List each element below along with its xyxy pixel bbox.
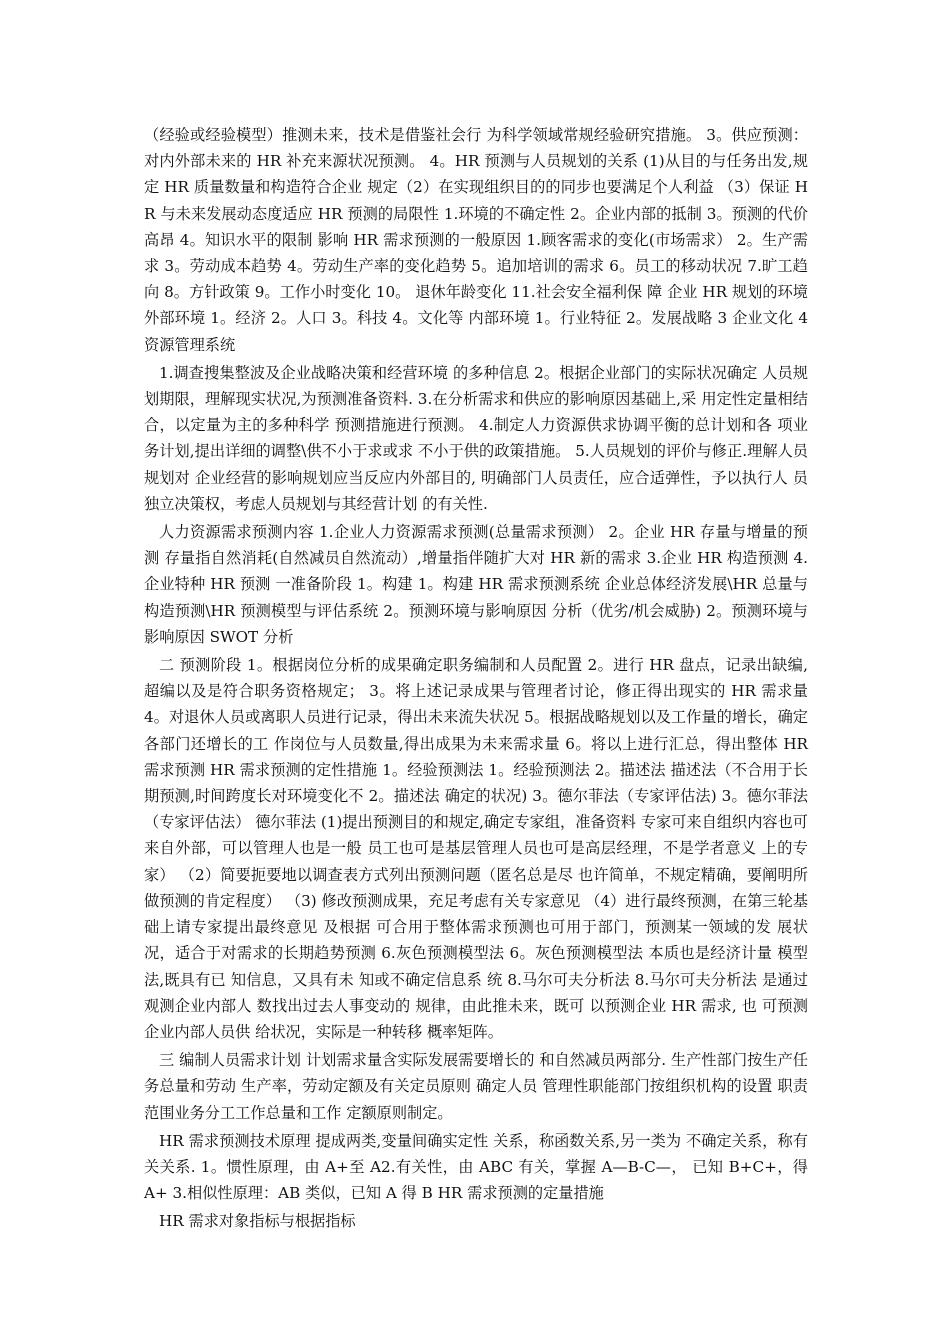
paragraph-forecast-overview: （经验或经验模型）推测未来，技术是借鉴社会行 为科学领域常规经验研究措施。 3。供应预测：对内外部未来的 HR 补充来源状况预测。 4。HR 预测与人员规划的关系 (1)从目的与任务出发,规定 HR 质量数量和构造符合企业 规定（2）在实现组织目的的同步也要满足个人利益 （3）保证 HR 与未来发展动态度适应 HR 预测的局限性 1.环境的不确定性 2。企业内部的抵制 3。预测的代价高昂 4。知识水平的限制 影响 HR 需求预测的一般原因 1.顾客需求的变化(市场需求） 2。生产需求 3。劳动成本趋势 4。劳动生产率的变化趋势 5。追加培训的需求 6。员工的移动状况 7.旷工趋向 8。方针政策 9。工作小时变化 10。 退休年龄变化 11.社会安全福利保 障 企业 HR 规划的环境 外部环境 1。经济 2。人口 3。科技 4。文化等 内部环境 1。行业特征 2。发展战略 3 企业文化 4 资源管理系统 bbox=[144, 126, 808, 354]
paragraph-planning-steps: 1.调查搜集整波及企业战略决策和经营环境 的多种信息 2。根据企业部门的实际状况确定 人员规划期限，理解现实状况,为预测准备资料. 3.在分析需求和供应的影响原因基础上,采 用定性定量相结合，以定量为主的多种科学 预测措施进行预测。 4.制定人力资源供求协调平衡的总计划和各 项业务计划,提出详细的调整\供不小于求或求 不小于供的政策措施。 5.人员规划的评价与修正.理解人员规划对 企业经营的影响规划应当反应内外部目的, 明确部门人员责任，应合适弹性，予以执行人 员独立决策权，考虑人员规划与其经营计划 的有关性. bbox=[144, 363, 808, 513]
paragraph-demand-plan: 三 编制人员需求计划 计划需求量含实际发展需要增长的 和自然减员两部分. 生产性部门按生产任务总量和劳动 生产率，劳动定额及有关定员原则 确定人员 管理性职能部门按组织机构的设置 职责范围业务分工工作总量和工作 定额原则制定。 bbox=[144, 1051, 808, 1122]
paragraph-technical-principles: HR 需求预测技术原理 提成两类,变量间确实定性 关系，称函数关系,另一类为 不确定关系，称有关关系. 1。惯性原理，由 A+至 A2.有关性，由 ABC 有关，掌握 A—B-C—， 已知 B+C+，得 A+ 3.相似性原理：AB 类似，已知 A 得 B HR 需求预测的定量措施 bbox=[144, 1131, 808, 1203]
paragraph-forecast-stage: 二 预测阶段 1。根据岗位分析的成果确定职务编制和人员配置 2。进行 HR 盘点，记录出缺编,超编以及是符合职务资格规定； 3。将上述记录成果与管理者讨论，修正得出现实的 HR 需求量 4。对退休人员或离职人员进行记录，得出未来流失状况 5。根据战略规划以及工作量的增长，确定各部门还增长的工 作岗位与人员数量,得出成果为未来需求量 6。将以上进行汇总，得出整体 HR 需求预测 HR 需求预测的定性措施 1。经验预测法 1。经验预测法 2。描述法 描述法（不合用于长期预测,时间跨度长对环境变化不 2。描述法 确定的状况) 3。德尔菲法（专家评估法) 3。德尔菲法（专家评估法） 德尔菲法 (1)提出预测目的和规定,确定专家组，准备资料 专家可来自组织内容也可来自外部，可以管理人也是一般 员工也可是基层管理人员也可是高层经理，不是学者意义 上的专家） （2）简要扼要地以调查表方式列出预测问题（匿名总是尽 也许简单，不规定精确，要阐明所做预测的肯定程度） （3) 修改预测成果，充足考虑有关专家意见 （4）进行最终预测，在第三轮基础上请专家提出最终意见 及根据 可合用于整体需求预测也可用于部门，预测某一领域的发 展状况，适合于对需求的长期趋势预测 6.灰色预测模型法 6。灰色预测模型法 本质也是经济计量 模型法,既具有已 知信息，又具有未 知或不确定信息系 统 8.马尔可夫分析法 8.马尔可夫分析法 是通过观测企业内部人 数找出过去人事变动的 规律，由此推未来，既可 以预测企业 HR 需求, 也 可预测企业内部人员供 给状况，实际是一种转移 概率矩阵。 bbox=[144, 656, 808, 1041]
paragraph-indicators-heading: HR 需求对象指标与根据指标 bbox=[159, 1212, 356, 1231]
document-body bbox=[144, 122, 808, 1237]
paragraph-demand-forecast-content: 人力资源需求预测内容 1.企业人力资源需求预测(总量需求预测） 2。企业 HR 存量与增量的预测 存量指自然消耗(自然减员自然流动）,增量指伴随扩大对 HR 新的需求 3.企业 HR 构造预测 4.企业特种 HR 预测 一准备阶段 1。构建 1。构建 HR 需求预测系统 企业总体经济发展\HR 总量与构造预测\HR 预测模型与评估系统 2。预测环境与影响原因 分析（优劣/机会威胁) 2。预测环境与影响原因 SWOT 分析 bbox=[144, 523, 808, 646]
